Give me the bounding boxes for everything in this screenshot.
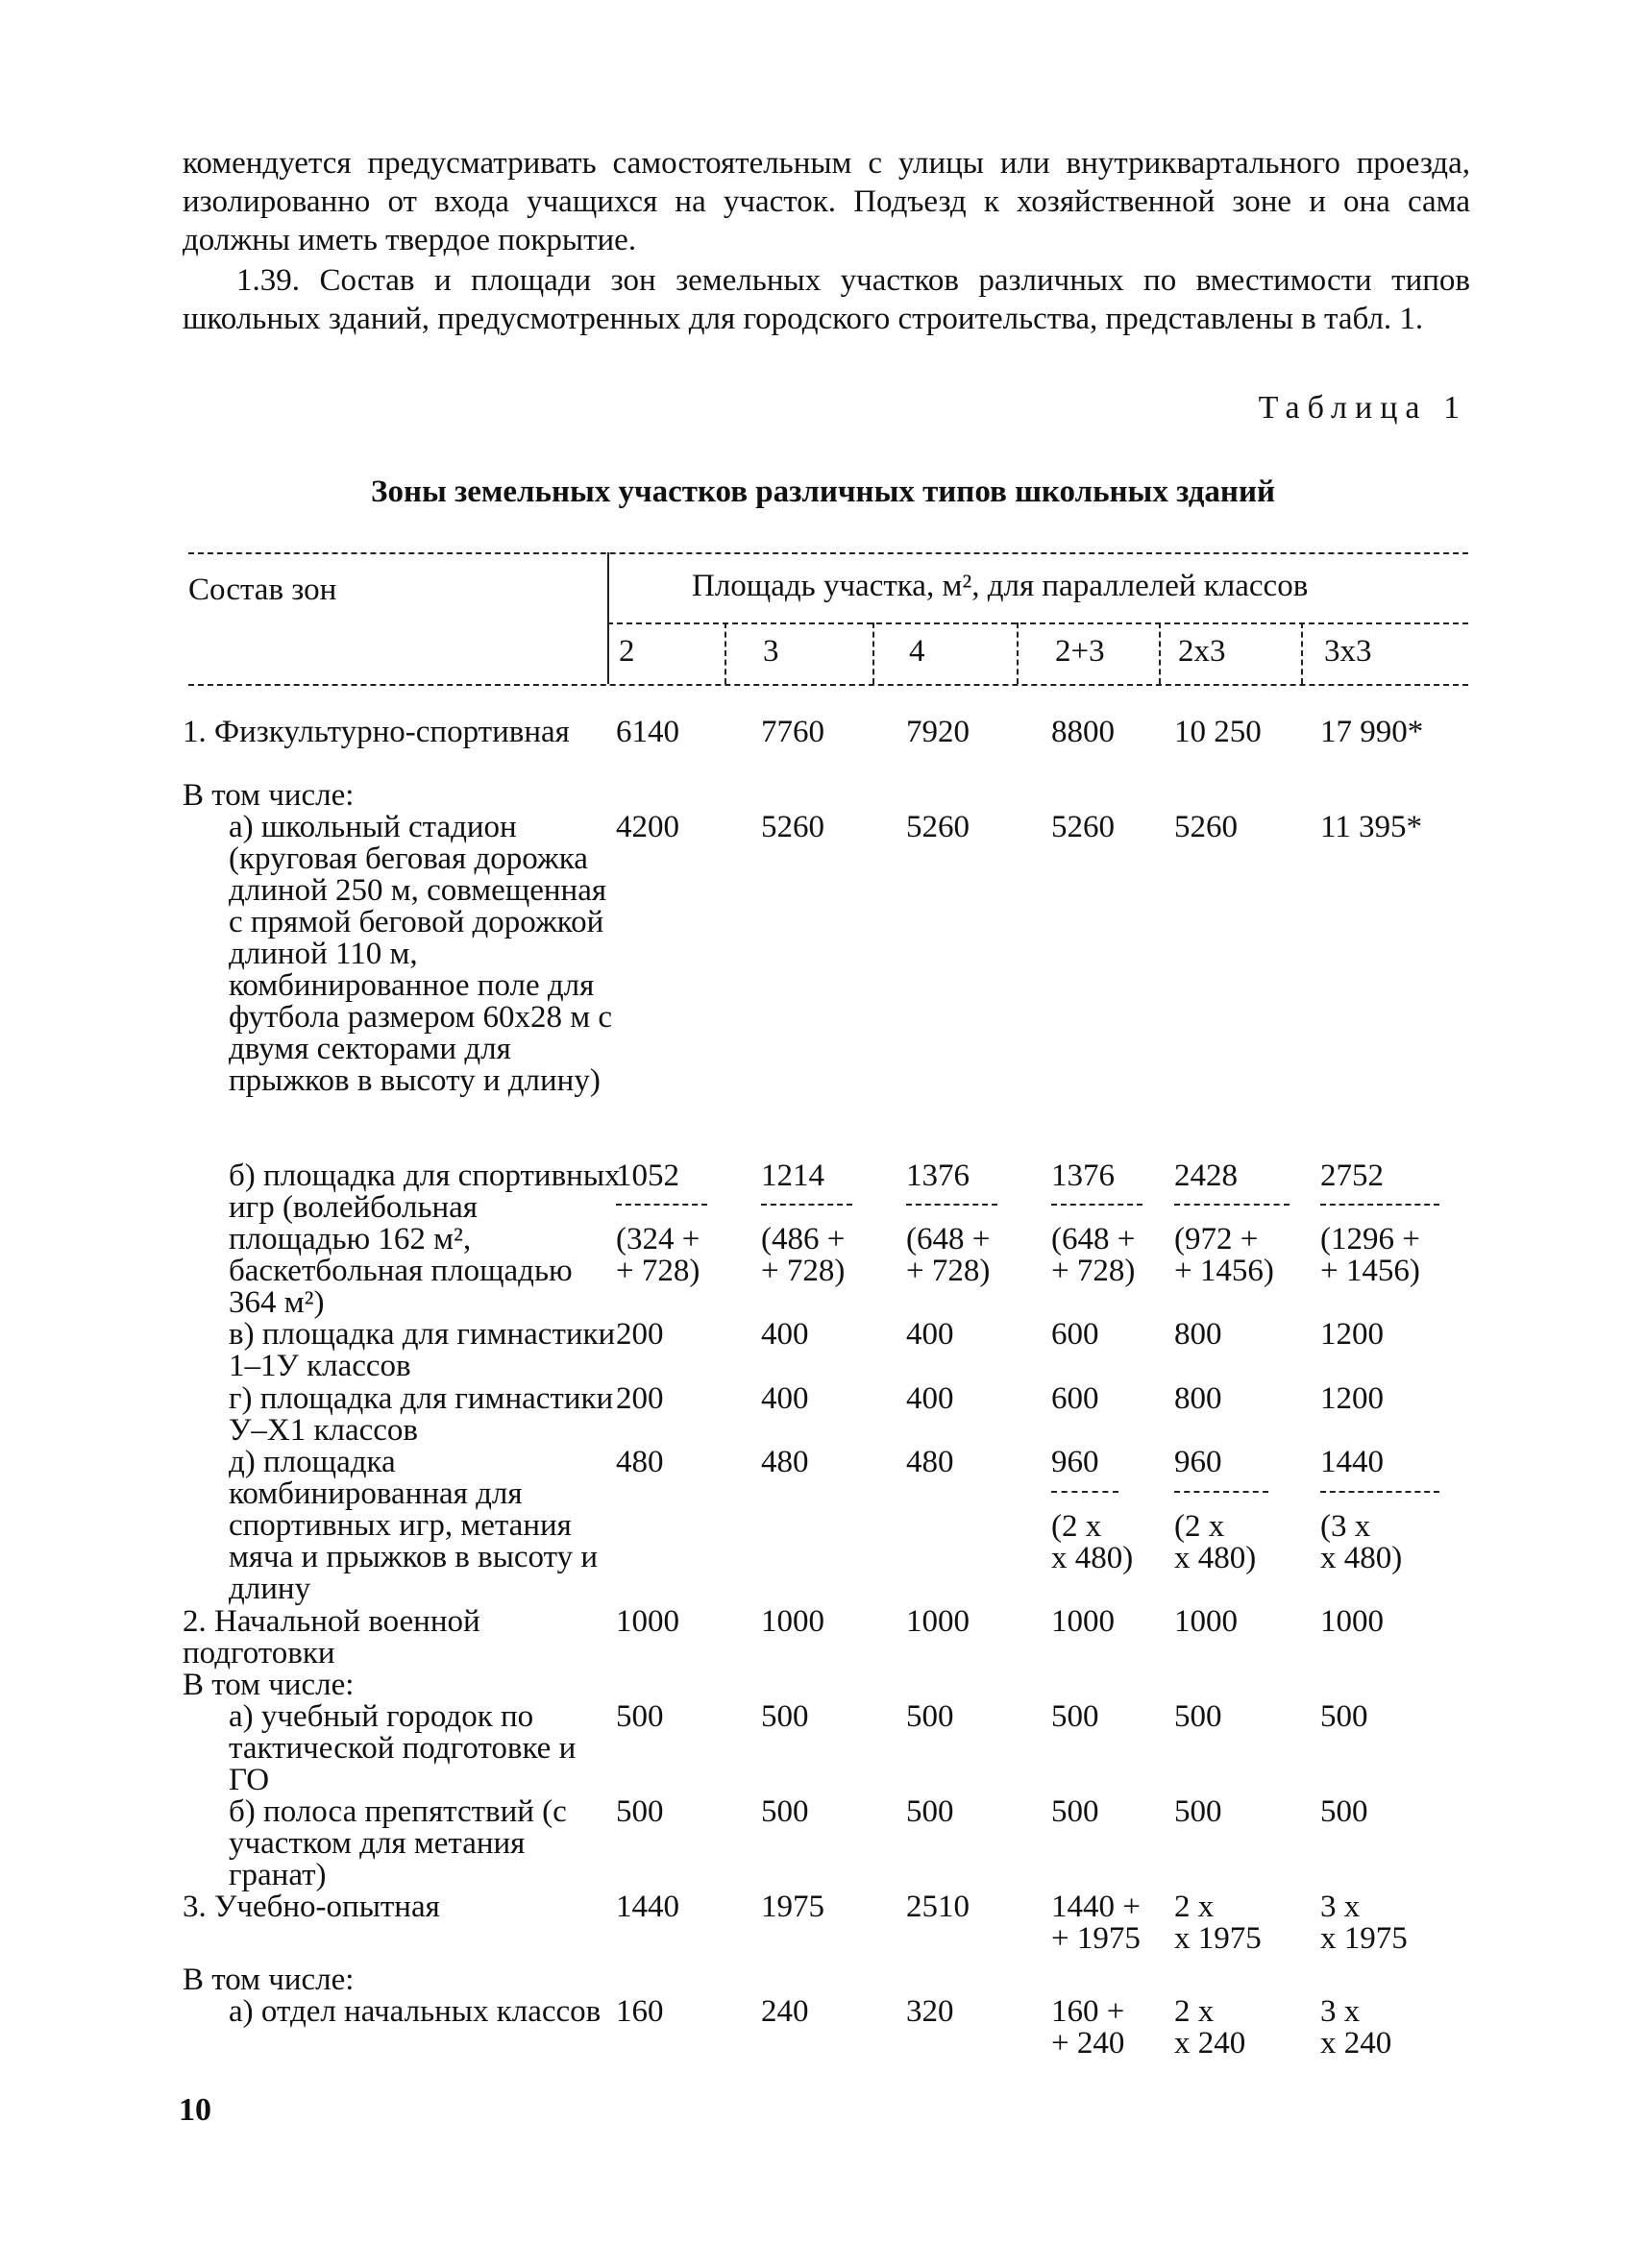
zone-label: в) площадка для гимнастики 1–1У классов [229, 1317, 616, 1383]
table-cell: 400 [906, 1381, 954, 1416]
table-cell: 600 [1051, 1381, 1099, 1416]
table-cell: 2 x [1174, 1890, 1215, 1924]
table-cell: 1000 [761, 1604, 824, 1639]
table-cell: 500 [616, 1794, 664, 1829]
table-cell: 2752 [1320, 1158, 1384, 1193]
table-cell: 500 [1051, 1794, 1099, 1829]
table-cell: 200 [616, 1317, 664, 1352]
table-cell: 1200 [1320, 1317, 1384, 1352]
table-cell: 1975 [761, 1890, 824, 1924]
header-mid-rule [607, 622, 1468, 624]
col-divider [1017, 622, 1019, 684]
table-cell: x 1975 [1320, 1921, 1408, 1956]
table-cell: 500 [761, 1794, 809, 1829]
table-cell: 400 [761, 1381, 809, 1416]
table-cell: 5260 [1051, 810, 1115, 844]
table-cell: (3 x [1320, 1509, 1371, 1544]
table-cell: 480 [906, 1445, 954, 1479]
table-cell: 7760 [761, 715, 824, 749]
table-cell: (648 + [906, 1222, 991, 1256]
table-cell: 160 [616, 1994, 664, 2029]
page-number: 10 [179, 2092, 211, 2128]
table-cell: x 240 [1174, 2026, 1246, 2061]
intro-paragraph-1: комендуется предусматривать самостоятельным с улицы или внутриквартального проезда, изолированно от входа учащихся на участок. Подъезд к хозяйственной зоне и она сама должны иметь твердое покрытие. [183, 146, 1470, 257]
table-cell: 480 [761, 1445, 809, 1479]
column-header: 2+3 [1055, 634, 1105, 669]
table-title: Зоны земельных участков различных типов школьных зданий [371, 475, 1275, 509]
fraction-rule [1174, 1491, 1268, 1493]
table-cell: 1200 [1320, 1381, 1384, 1416]
table-cell: 500 [1320, 1794, 1368, 1829]
table-cell: (2 x [1174, 1509, 1225, 1544]
table-cell: 400 [761, 1317, 809, 1352]
fraction-rule [1320, 1204, 1439, 1206]
fraction-rule [1051, 1204, 1142, 1206]
table-cell: 4200 [616, 810, 679, 844]
table-cell: x 480) [1174, 1541, 1257, 1575]
column-header: 2 [619, 634, 635, 669]
table-cell: 5260 [1174, 810, 1238, 844]
zone-label: а) школьный стадион (круговая беговая дорожка длиной 250 м, совмещенная с прямой беговой дорожкой длиной 110 м, комбинированное поле для футбола размером 60x28 м с двумя секторами для прыжков в высоту и длину) [229, 810, 612, 1098]
table-label: Таблица 1 [1258, 390, 1467, 426]
fraction-rule [1051, 1491, 1118, 1493]
intro-paragraph-2: 1.39. Состав и площади зон земельных участков различных по вместимости типов школьных зданий, предусмотренных для городского строительства, представлены в табл. 1. [183, 263, 1470, 336]
table-cell: 1000 [1320, 1604, 1384, 1639]
table-cell: (648 + [1051, 1222, 1136, 1256]
table-cell: 500 [1320, 1699, 1368, 1734]
table-cell: 500 [1174, 1699, 1222, 1734]
table-cell: 8800 [1051, 715, 1115, 749]
table-cell: 960 [1051, 1445, 1099, 1479]
table-cell: 11 395* [1320, 810, 1423, 844]
table-cell: + 240 [1051, 2026, 1125, 2061]
table-cell: 1440 + [1051, 1890, 1141, 1924]
table-cell: 240 [761, 1994, 809, 2029]
table-cell: + 728) [616, 1254, 700, 1288]
fraction-rule [906, 1204, 997, 1206]
header-top-rule [188, 552, 1468, 554]
table-cell: + 728) [761, 1254, 846, 1288]
table-cell: (972 + [1174, 1222, 1259, 1256]
table-cell: 400 [906, 1317, 954, 1352]
fraction-rule [1174, 1204, 1290, 1206]
column-header: 3x3 [1324, 634, 1372, 669]
zone-label: б) полоса препятствий (с участком для метания гранат) [229, 1794, 567, 1892]
table-cell: 960 [1174, 1445, 1222, 1479]
table-cell: 2510 [906, 1890, 970, 1924]
fraction-rule [616, 1204, 707, 1206]
table-cell: 2 x [1174, 1994, 1215, 2029]
table-cell: 1214 [761, 1158, 824, 1193]
table-cell: 17 990* [1320, 715, 1424, 749]
column-header-zones: Состав зон [188, 573, 337, 607]
table-cell: 1052 [616, 1158, 679, 1193]
zone-label: а) учебный городок по тактической подготовке и ГО [229, 1699, 577, 1797]
zone-label: г) площадка для гимнастики У–Х1 классов [229, 1381, 614, 1448]
table-cell: 7920 [906, 715, 970, 749]
table-cell: 2428 [1174, 1158, 1238, 1193]
table-cell: 1000 [616, 1604, 679, 1639]
table-cell: + 1456) [1320, 1254, 1420, 1288]
table-cell: 5260 [761, 810, 824, 844]
zone-label: 1. Физкультурно-спортивная [183, 715, 570, 749]
table-cell: 1440 [616, 1890, 679, 1924]
zone-label: В том числе: [183, 1668, 355, 1702]
table-cell: + 1456) [1174, 1254, 1274, 1288]
table-cell: 1376 [906, 1158, 970, 1193]
table-cell: 1000 [1174, 1604, 1238, 1639]
fraction-rule [761, 1204, 852, 1206]
table-cell: x 240 [1320, 2026, 1392, 2061]
table-cell: 500 [906, 1794, 954, 1829]
column-header: 3 [763, 634, 779, 669]
zone-label: 3. Учебно-опытная [183, 1890, 440, 1924]
col-divider [1301, 622, 1303, 684]
table-cell: x 480) [1051, 1541, 1134, 1575]
table-cell: 200 [616, 1381, 664, 1416]
table-cell: + 1975 [1051, 1921, 1141, 1956]
column-header: 2x3 [1178, 634, 1226, 669]
table-cell: + 728) [906, 1254, 991, 1288]
table-cell: 1000 [906, 1604, 970, 1639]
table-cell: 500 [616, 1699, 664, 1734]
table-cell: 5260 [906, 810, 970, 844]
table-cell: 1000 [1051, 1604, 1115, 1639]
zone-label: б) площадка для спортивных игр (волейбольная площадью 162 м², баскетбольная площадью 364 м²) [229, 1158, 621, 1320]
table-cell: 600 [1051, 1317, 1099, 1352]
table-cell: 1376 [1051, 1158, 1115, 1193]
table-cell: 320 [906, 1994, 954, 2029]
table-cell: 500 [1174, 1794, 1222, 1829]
table-cell: 1440 [1320, 1445, 1384, 1479]
table-cell: x 1975 [1174, 1921, 1262, 1956]
table-cell: x 480) [1320, 1541, 1403, 1575]
zone-label: В том числе: [183, 1963, 355, 1997]
col-divider [872, 622, 874, 684]
table-cell: (486 + [761, 1222, 846, 1256]
table-cell: 500 [1051, 1699, 1099, 1734]
table-cell: 3 x [1320, 1994, 1361, 2029]
zone-label: д) площадка комбинированная для спортивных игр, метания мяча и прыжков в высоту и длину [229, 1445, 598, 1606]
table-cell: + 728) [1051, 1254, 1136, 1288]
col-divider [725, 622, 726, 684]
table-cell: (2 x [1051, 1509, 1102, 1544]
table-cell: 480 [616, 1445, 664, 1479]
column-header: 4 [909, 634, 925, 669]
table-cell: (324 + [616, 1222, 700, 1256]
table-cell: 800 [1174, 1317, 1222, 1352]
column-group-header: Площадь участка, м², для параллелей классов [692, 569, 1309, 603]
zone-label: 2. Начальной военной подготовки [183, 1604, 480, 1671]
table-cell: 10 250 [1174, 715, 1262, 749]
table-cell: 500 [761, 1699, 809, 1734]
table-cell: 500 [906, 1699, 954, 1734]
col-divider [1159, 622, 1161, 684]
table-cell: 6140 [616, 715, 679, 749]
fraction-rule [1320, 1491, 1439, 1493]
zone-label: а) отдел начальных классов [229, 1994, 602, 2029]
table-cell: (1296 + [1320, 1222, 1420, 1256]
table-cell: 3 x [1320, 1890, 1361, 1924]
zone-label: В том числе: [183, 778, 355, 813]
table-cell: 800 [1174, 1381, 1222, 1416]
header-divider [607, 552, 609, 684]
table-cell: 160 + [1051, 1994, 1125, 2029]
header-bottom-rule [188, 684, 1468, 686]
